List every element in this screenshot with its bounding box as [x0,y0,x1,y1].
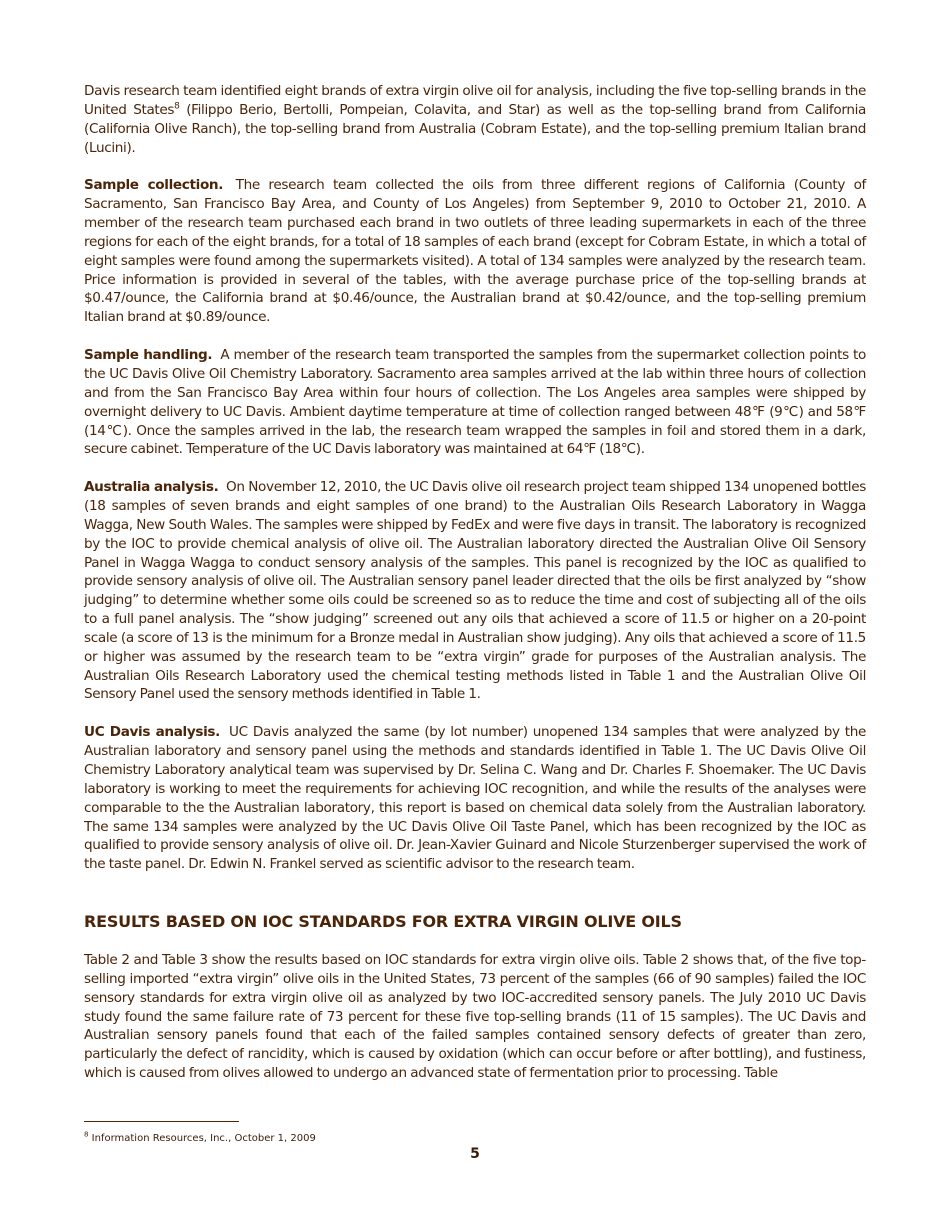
footnote-marker: 8 [84,1130,89,1139]
sample-handling-body: A member of the research team transported the samples from the supermarket collection points to the UC Davis Olive Oil Chemistry Laboratory. Sacramento area samples arrived at the lab within three hours of collection and from the San Francisco Bay Area within four hours of collection. The Los Angeles area samples were shipped by overnight delivery to UC Davis. Ambient daytime temperature at time of collection ranged between 48℉ (9℃) and 58℉ (14℃). Once the samples arrived in the lab, the research team wrapped the samples in foil and stored them in a dark, secure cabinet. Temperature of the UC Davis laboratory was maintained at 64℉ (18℃). [84,347,866,458]
sample-handling-heading: Sample handling. [84,347,213,364]
footnote-divider [84,1121,239,1122]
sample-collection-body: The research team collected the oils from three different regions of California (County of Sacramento, San Francisco Bay Area, and County of Los Angeles) from September 9, 2010 to October 21, 2010. A member of the research team purchased each brand in two outlets of three leading supermarkets in each of the three regions for each of the eight brands, for a total of 18 samples of each brand (except for Cobram Estate, in which a total of eight samples were found among the supermarkets visited). A total of 134 samples were analyzed by the research team. Price information is provided in several of the tables, with the average purchase price of the top-selling brands at $0.47/ounce, the California brand at $0.46/ounce, the Australian brand at $0.42/ounce, and the top-selling premium Italian brand at $0.89/ounce. [84,177,866,326]
sample-collection-heading: Sample collection. [84,177,224,194]
australia-analysis-paragraph [84,478,866,704]
uc-davis-analysis-heading: UC Davis analysis. [84,724,220,741]
australia-analysis-heading: Australia analysis. [84,479,219,496]
footnote-reference[interactable]: 8 [174,101,180,112]
intro-text-a: Davis research team identified eight brands of extra virgin olive oil for analysis, including the five top-selling brands in the United States [84,83,866,118]
page-number: 5 [470,1146,480,1162]
footnote-text: Information Resources, Inc., October 1, 2009 [88,1133,316,1144]
uc-davis-analysis-body: UC Davis analyzed the same (by lot number) unopened 134 samples that were analyzed by the Australian laboratory and sensory panel using the methods and standards identified in Table 1. The UC Davis Olive Oil Chemistry Laboratory analytical team was supervised by Dr. Selina C. Wang and Dr. Charles F. Shoemaker. The UC Davis laboratory is working to meet the requirements for achieving IOC recognition, and while the results of the analyses were comparable to the the Australian laboratory, this report is based on chemical data solely from the Australian laboratory. The same 134 samples were analyzed by the UC Davis Olive Oil Taste Panel, which has been recognized by the IOC as qualified to provide sensory analysis of olive oil. Dr. Jean-Xavier Guinard and Nicole Sturzenberger supervised the work of the taste panel. Dr. Edwin N. Frankel served as scientific advisor to the research team. [84,724,866,873]
page-body [84,82,866,1102]
uc-davis-analysis-paragraph [84,723,866,874]
sample-collection-paragraph [84,176,866,327]
intro-paragraph [84,82,866,157]
footnote [84,1132,316,1145]
results-section-heading: RESULTS BASED ON IOC STANDARDS FOR EXTRA VIRGIN OLIVE OILS [84,912,682,932]
results-paragraph: Table 2 and Table 3 show the results based on IOC standards for extra virgin olive oils. Table 2 shows that, of the five top-selling imported “extra virgin” olive oils in the United States, 73 percent of the samples (66 of 90 samples) failed the IOC sensory standards for extra virgin olive oil as analyzed by two IOC-accredited sensory panels. The July 2010 UC Davis study found the same failure rate of 73 percent for these five top-selling brands (11 of 15 samples). The UC Davis and Australian sensory panels found that each of the failed samples contained sensory defects of greater than zero, particularly the defect of rancidity, which is caused by oxidation (which can occur before or after bottling), and fustiness, which is caused from olives allowed to undergo an advanced state of fermentation prior to processing. Table [84,952,866,1082]
intro-text-b: (Filippo Berio, Bertolli, Pompeian, Colavita, and Star) as well as the top-selling brand from California (California Olive Ranch), the top-selling brand from Australia (Cobram Estate), and the top-selling premium Italian brand (Lucini). [84,101,866,156]
australia-analysis-body: On November 12, 2010, the UC Davis olive oil research project team shipped 134 unopened bottles (18 samples of seven brands and eight samples of one brand) to the Australian Oils Research Laboratory in Wagga Wagga, New South Wales. The samples were shipped by FedEx and were five days in transit. The laboratory is recognized by the IOC to provide chemical analysis of olive oil. The Australian laboratory directed the Australian Olive Oil Sensory Panel in Wagga Wagga to conduct sensory analysis of the samples. This panel is recognized by the IOC as qualified to provide sensory analysis of olive oil. The Australian sensory panel leader directed that the oils be first analyzed by “show judging” to determine whether some oils could be screened so as to reduce the time and cost of subjecting all of the oils to a full panel analysis. The “show judging” screened out any oils that achieved a score of 11.5 or higher on a 20-point scale (a score of 13 is the minimum for a Bronze medal in Australian show judging). Any oils that achieved a score of 11.5 or higher was assumed by the research team to be “extra virgin” grade for purposes of the Australian analysis. The Australian Oils Research Laboratory used the chemical testing methods listed in Table 1 and the Australian Olive Oil Sensory Panel used the sensory methods identified in Table 1. [84,479,866,703]
sample-handling-paragraph [84,346,866,459]
